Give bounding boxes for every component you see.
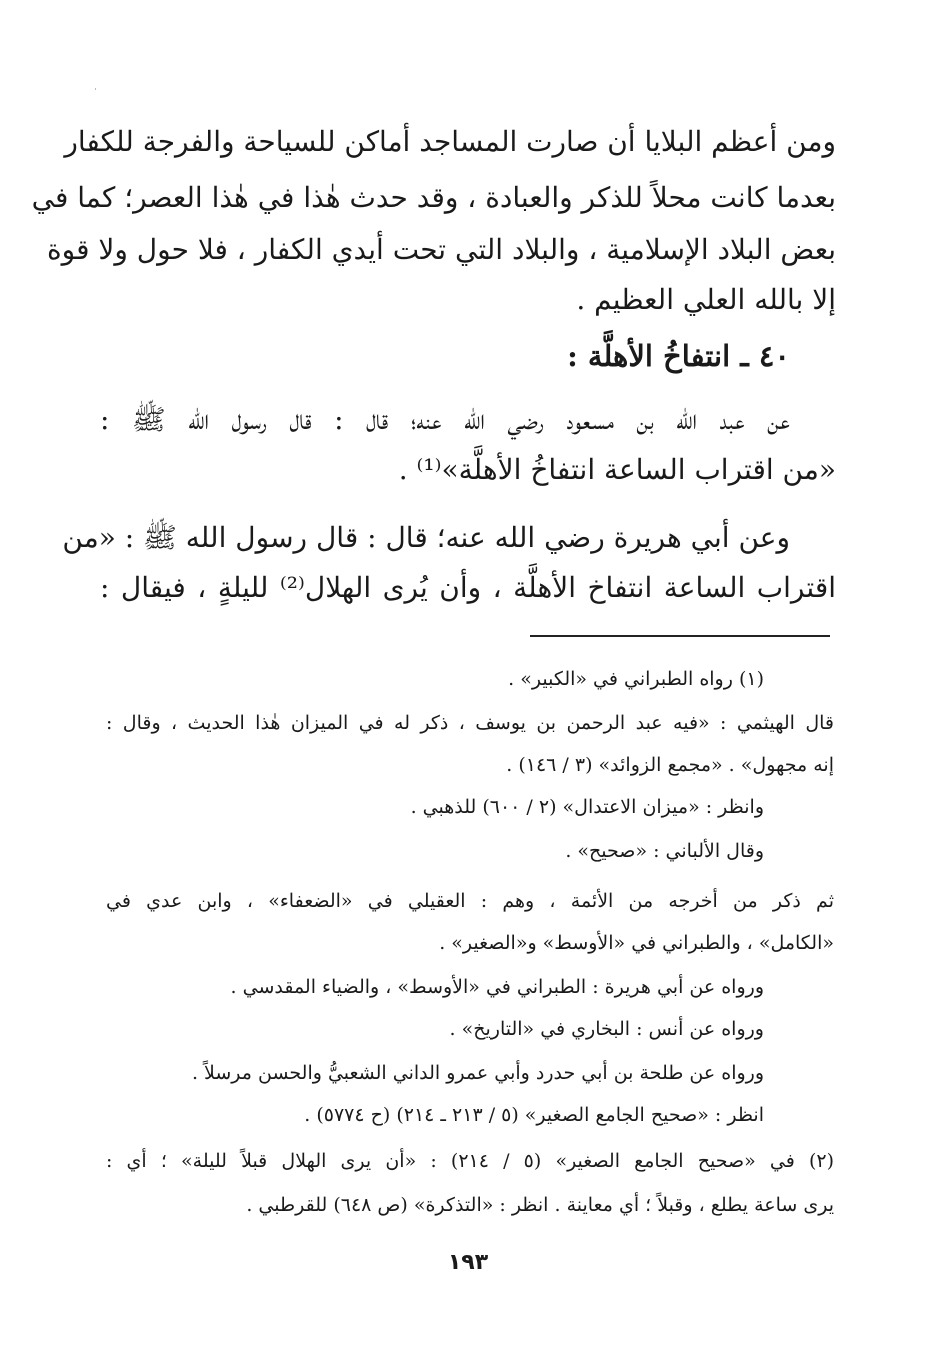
footnote-1: (١) رواه الطبراني في «الكبير» . <box>508 668 764 690</box>
section-heading: ٤٠ ـ انتفاخُ الأهلَّة : <box>567 339 790 373</box>
body-line-1: ومن أعظم البلايا أن صارت المساجد أماكن للسياحة والفرجة للكفار <box>64 125 836 158</box>
margin-mark <box>95 88 96 90</box>
footnote-1-line-8: ورواه عن أبي هريرة : الطبراني في «الأوسط» ، والضياء المقدسي . <box>230 976 764 998</box>
hadith2-line-1: وعن أبي هريرة رضي الله عنه؛ قال : قال رسول الله ﷺ : «من <box>62 521 790 554</box>
footnote-2: (٢) في «صحيح الجامع الصغير» (٥ / ٢١٤) : «أن يرى الهلال قبلاً لليلة» ؛ أي : <box>106 1150 835 1172</box>
footnote-1-line-7: «الكامل» ، والطبراني في «الأوسط» و«الصغير» . <box>439 932 834 954</box>
body-line-4: إلا بالله العلي العظيم . <box>576 283 836 316</box>
footnote-2-line-2: يرى ساعة يطلع ، وقبلاً ؛ أي معاينة . انظر : «التذكرة» (ص ٦٤٨) للقرطبي . <box>246 1194 834 1216</box>
footnote-1-line-6: ثم ذكر من أخرجه من الأئمة ، وهم : العقيلي في «الضعفاء» ، وابن عدي في <box>106 890 834 912</box>
footnote-1-line-2: قال الهيثمي : «فيه عبد الرحمن بن يوسف ، ذكر له في الميزان هٰذا الحديث ، وقال : <box>106 712 834 734</box>
body-line-2: بعدما كانت محلاً للذكر والعبادة ، وقد حدث هٰذا في هٰذا العصر؛ كما في <box>31 181 836 214</box>
footnote-1-line-4: وانظر : «ميزان الاعتدال» (٢ / ٦٠٠) للذهبي . <box>410 796 764 818</box>
footnote-1-line-5: وقال الألباني : «صحيح» . <box>565 840 764 862</box>
body-line-3: بعض البلاد الإسلامية ، والبلاد التي تحت أيدي الكفار ، فلا حول ولا قوة <box>46 233 836 266</box>
footnote-1-line-3: إنه مجهول» . «مجمع الزوائد» (٣ / ١٤٦) . <box>506 754 834 776</box>
hadith1-line-1: عن عبد الله بن مسعود رضي الله عنه؛ قال : قال رسول الله ﷺ : <box>100 403 790 436</box>
hadith2-line-2: اقتراب الساعة انتفاخ الأهلَّة ، وأن يُرى الهلال⁽²⁾ لليلةٍ ، فيقال : <box>100 571 836 604</box>
footnote-1-line-9: ورواه عن أنس : البخاري في «التاريخ» . <box>449 1018 764 1040</box>
hadith1-line-2: «من اقتراب الساعة انتفاخُ الأهلَّة»⁽¹⁾ . <box>398 453 836 486</box>
footnote-separator <box>530 635 830 637</box>
page-number: ١٩٣ <box>447 1250 489 1275</box>
footnote-1-line-10: ورواه عن طلحة بن أبي حدرد وأبي عمرو الداني الشعبيُّ والحسن مرسلاً . <box>191 1062 764 1084</box>
footnote-1-line-11: انظر : «صحيح الجامع الصغير» (٥ / ٢١٣ ـ ٢١٤) (ح ٥٧٧٤) . <box>304 1104 764 1126</box>
